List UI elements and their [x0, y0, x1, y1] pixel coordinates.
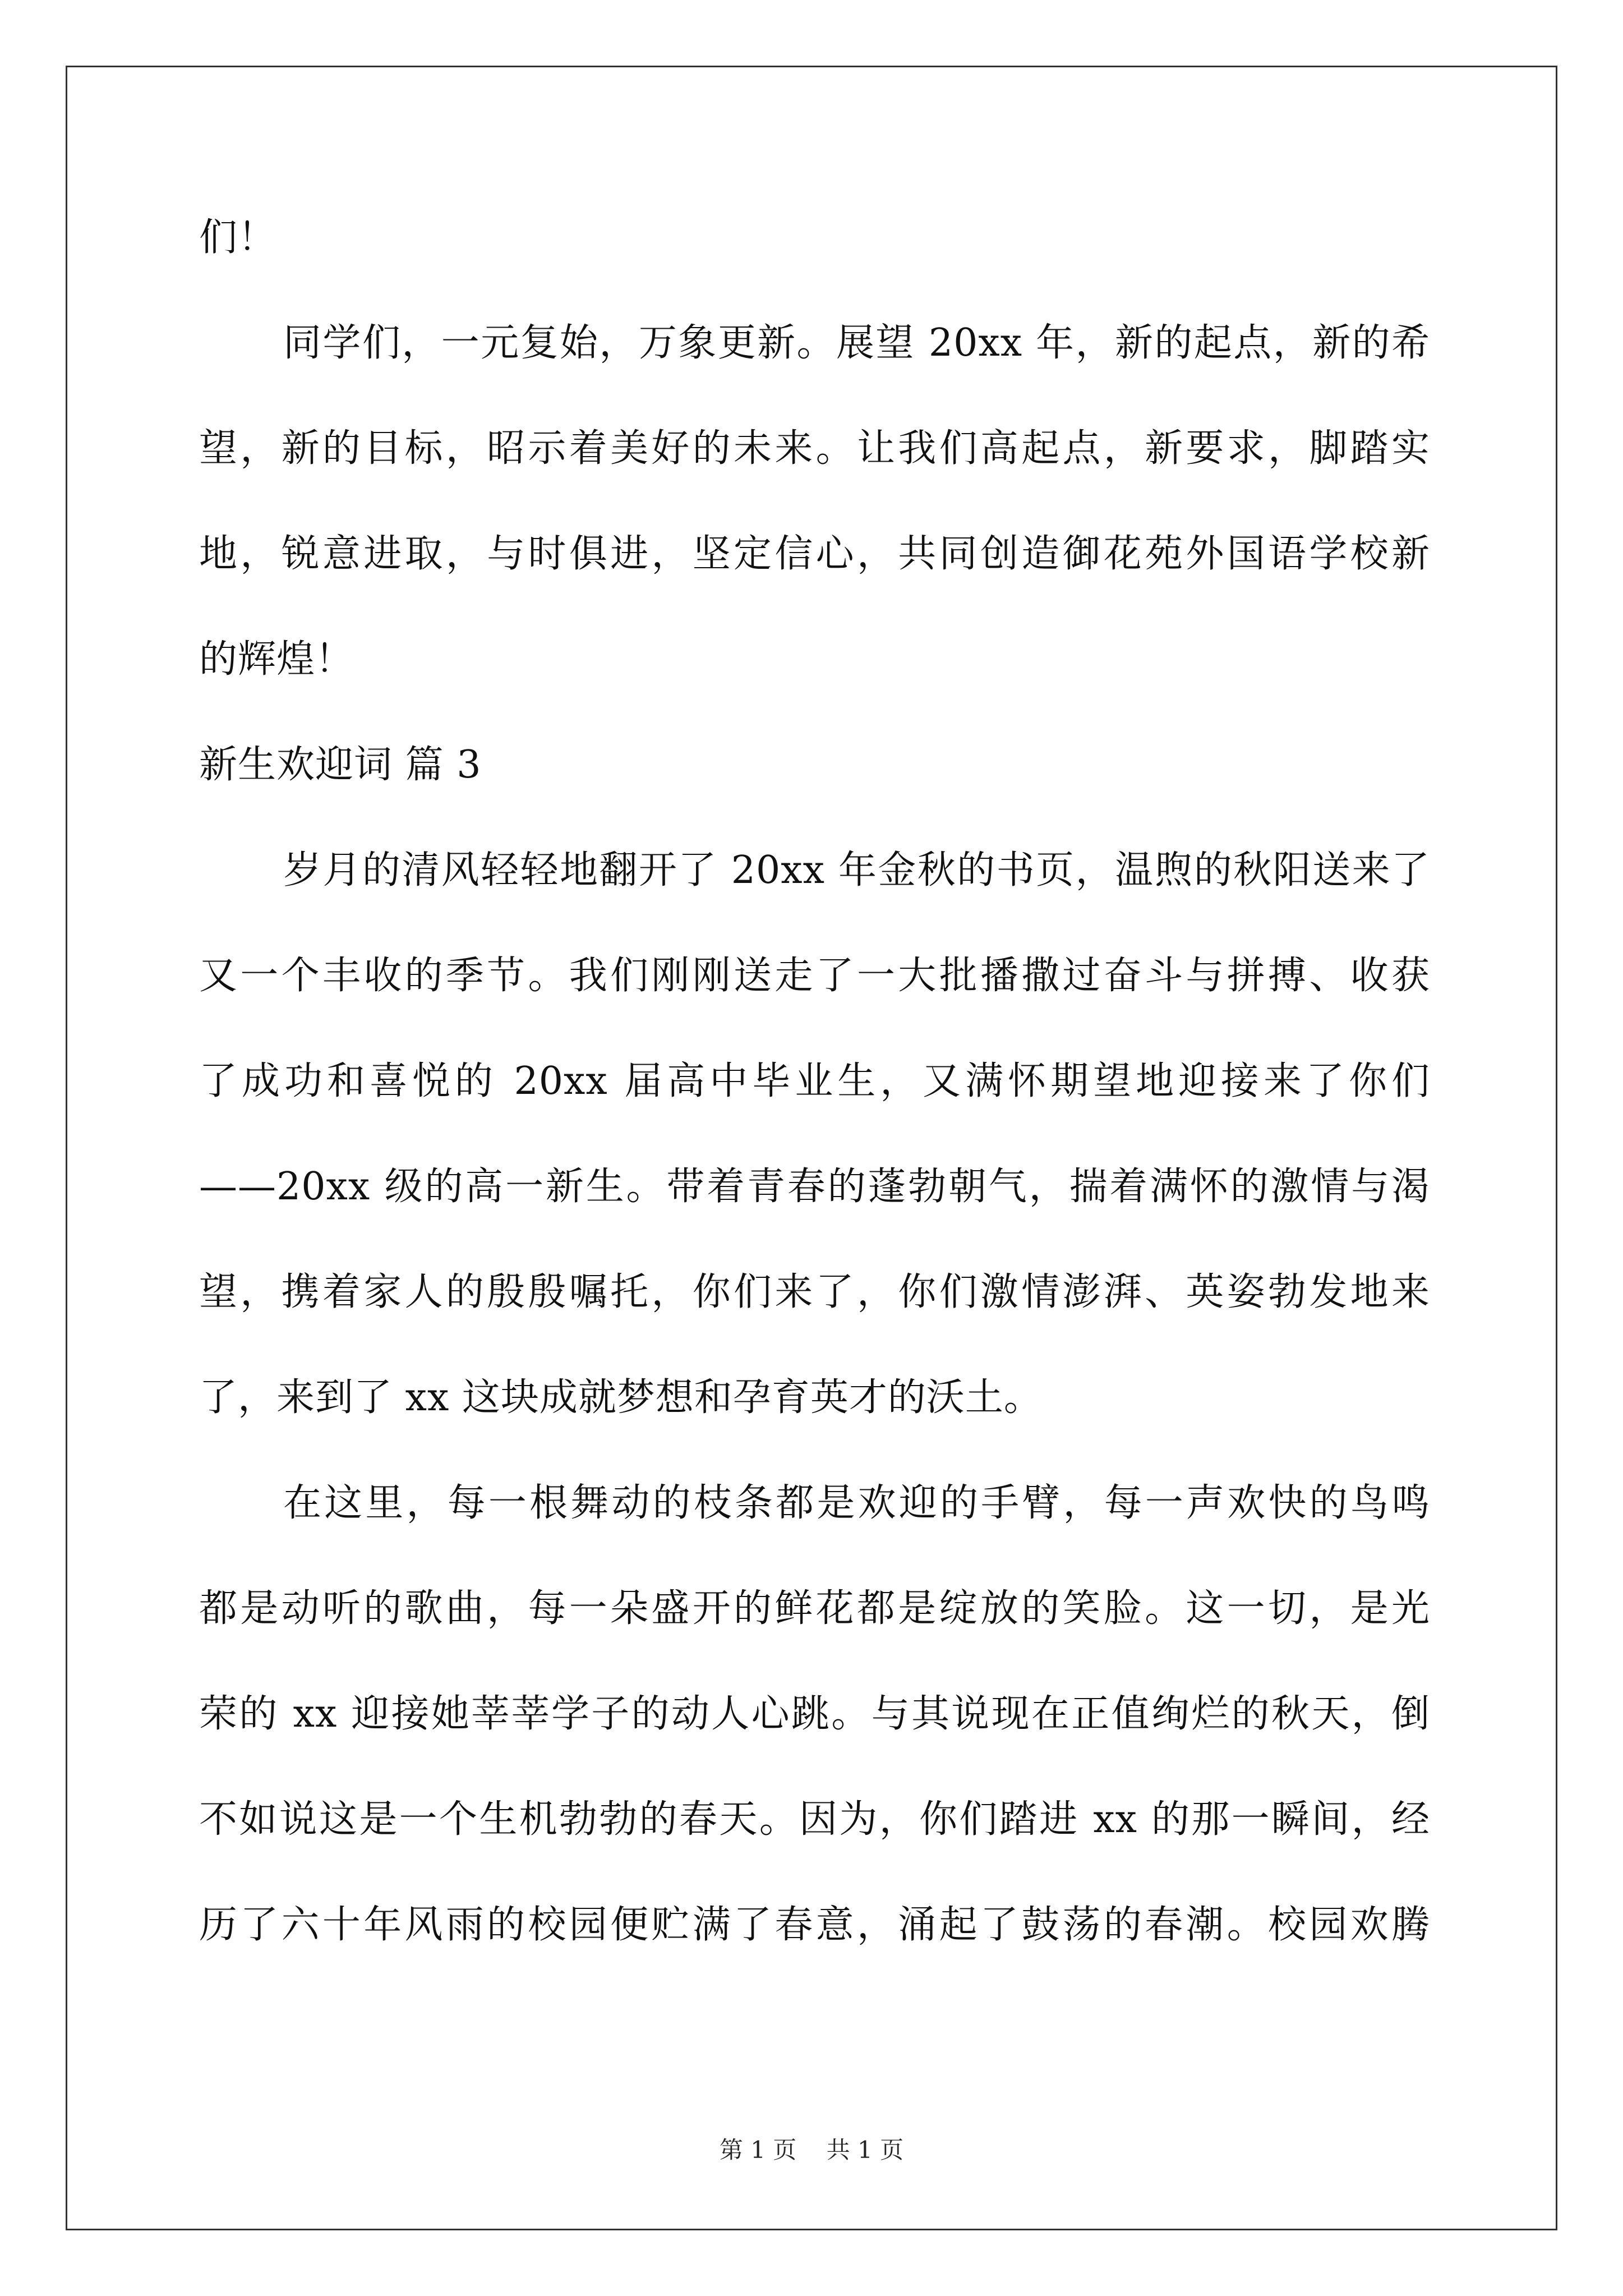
text-line: 了，来到了 xx 这块成就梦想和孕育英才的沃土。	[199, 1375, 1043, 1420]
text-line: 地，锐意进取，与时俱进，坚定信心，共同创造御花苑外国语学校新	[199, 532, 1430, 576]
text-line: 岁月的清风轻轻地翻开了 20xx 年金秋的书页，温煦的秋阳送来了	[283, 848, 1430, 892]
text-line: 了成功和喜悦的 20xx 届高中毕业生，又满怀期望地迎接来了你们	[199, 1059, 1430, 1103]
text-line: ——20xx 级的高一新生。带着青春的蓬勃朝气，揣着满怀的激情与渴	[199, 1165, 1430, 1209]
text-line: 又一个丰收的季节。我们刚刚送走了一大批播撒过奋斗与拼搏、收获	[199, 954, 1430, 998]
page-footer	[0, 2132, 1623, 2165]
text-line: 们！	[199, 215, 277, 260]
page-number: 第 1 页	[719, 2136, 797, 2164]
text-line: 历了六十年风雨的校园便贮满了春意，涌起了鼓荡的春潮。校园欢腾	[199, 1903, 1430, 1947]
document-body	[199, 185, 1430, 1978]
text-line: 不如说这是一个生机勃勃的春天。因为，你们踏进 xx 的那一瞬间，经	[199, 1797, 1430, 1842]
text-line: 荣的 xx 迎接她莘莘学子的动人心跳。与其说现在正值绚烂的秋天，倒	[199, 1692, 1430, 1736]
text-line: 的辉煌！	[199, 637, 354, 682]
text-line: 同学们，一元复始，万象更新。展望 20xx 年，新的起点，新的希	[283, 321, 1430, 365]
text-line: 都是动听的歌曲，每一朵盛开的鲜花都是绽放的笑脸。这一切，是光	[199, 1586, 1430, 1631]
text-line: 望，新的目标，昭示着美好的未来。让我们高起点，新要求，脚踏实	[199, 426, 1430, 471]
section-heading: 新生欢迎词 篇 3	[199, 743, 482, 787]
text-line: 在这里，每一根舞动的枝条都是欢迎的手臂，每一声欢快的鸟鸣	[283, 1481, 1430, 1525]
text-line: 望，携着家人的殷殷嘱托，你们来了，你们激情澎湃、英姿勃发地来	[199, 1270, 1430, 1314]
page-total: 共 1 页	[826, 2136, 904, 2164]
